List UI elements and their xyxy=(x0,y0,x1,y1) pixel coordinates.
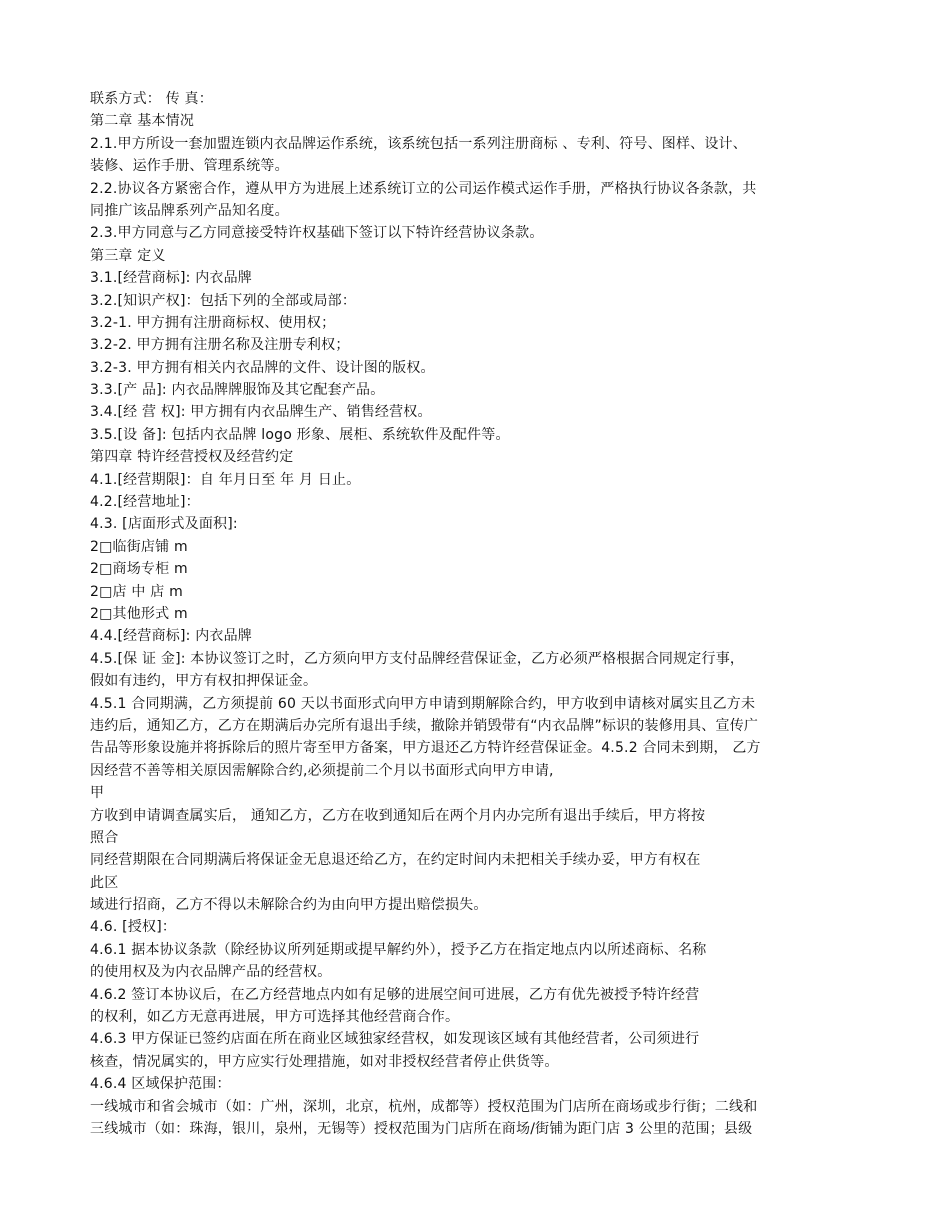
document-line: 3.2-2. 甲方拥有注册名称及注册专利权； xyxy=(90,337,350,354)
document-line: 2□其他形式 m xyxy=(90,605,188,622)
document-line: 三线城市（如：珠海，银川，泉州，无锡等）授权范围为门店所在商场/街铺为距门店 3 公里的范围；县级 xyxy=(90,1120,753,1137)
document-line: 4.4.[经营商标]: 内衣品牌 xyxy=(90,628,253,645)
document-line: 2.2.协议各方紧密合作，遵从甲方为进展上述系统订立的公司运作模式运作手册，严格执行协议各条款，共 xyxy=(90,180,757,197)
document-line: 4.5.1 合同期满，乙方须提前 60 天以书面形式向甲方申请到期解除合约，甲方收到申请核对属实且乙方未 xyxy=(90,695,756,712)
document-line: 3.2-3. 甲方拥有相关内衣品牌的文件、设计图的版权。 xyxy=(90,359,435,376)
document-line: 4.6.4 区域保护范围： xyxy=(90,1076,231,1093)
document-line: 一线城市和省会城市（如：广州，深圳，北京，杭州，成都等）授权范围为门店所在商场或步行街；二线和 xyxy=(90,1098,758,1115)
document-line: 假如有违约，甲方有权扣押保证金。 xyxy=(90,673,318,690)
document-line: 告品等形象设施并将拆除后的照片寄至甲方备案，甲方退还乙方特许经营保证金。4.5.2 合同未到期， 乙方 xyxy=(90,740,761,757)
document-line: 第四章 特许经营授权及经营约定 xyxy=(90,449,294,466)
document-line: 此区 xyxy=(90,874,119,891)
document-body xyxy=(90,88,865,1140)
document-line: 甲 xyxy=(90,785,105,802)
document-line: 照合 xyxy=(90,829,119,846)
document-line: 3.1.[经营商标]: 内衣品牌 xyxy=(90,270,253,287)
document-line: 核查，情况属实的，甲方应实行处理措施，如对非授权经营者停止供货等。 xyxy=(90,1053,559,1070)
document-line: 4.3. [店面形式及面积]: xyxy=(90,516,238,533)
document-line: 4.5.[保 证 金]: 本协议签订之时，乙方须向甲方支付品牌经营保证金，乙方必须严格根据合同规定行事， xyxy=(90,650,745,667)
document-line: 4.1.[经营期限]：自 年月日至 年 月 日止。 xyxy=(90,471,361,488)
document-line: 4.6. [授权]： xyxy=(90,919,177,936)
document-line: 4.6.3 甲方保证已签约店面在所在商业区域独家经营权，如发现该区域有其他经营者，公司须进行 xyxy=(90,1031,700,1048)
document-line: 2□店 中 店 m xyxy=(90,583,183,600)
document-line: 第三章 定义 xyxy=(90,247,166,264)
document-line: 3.5.[设 备]: 包括内衣品牌 logo 形象、展柜、系统软件及配件等。 xyxy=(90,426,510,443)
document-line: 第二章 基本情况 xyxy=(90,113,195,130)
document-line: 联系方式： 传 真： xyxy=(90,91,213,107)
document-line: 因经营不善等相关原因需解除合约,必须提前二个月以书面形式向甲方申请, xyxy=(90,762,554,779)
document-line: 3.2.[知识产权]：包括下列的全部或局部： xyxy=(90,292,357,309)
document-line: 方收到申请调查属实后， 通知乙方，乙方在收到通知后在两个月内办完所有退出手续后，甲方将按 xyxy=(90,807,706,824)
document-line: 2□临街店铺 m xyxy=(90,538,188,555)
document-line: 同推广该品牌系列产品知名度。 xyxy=(90,202,289,219)
document-line: 4.6.1 据本协议条款（除经协议所列延期或提早解约外），授予乙方在指定地点内以所述商标、名称 xyxy=(90,941,707,958)
document-line: 4.6.2 签订本协议后，在乙方经营地点内如有足够的进展空间可进展，乙方有优先被授予特许经营 xyxy=(90,986,700,1003)
document-line: 3.4.[经 营 权]: 甲方拥有内衣品牌生产、销售经营权。 xyxy=(90,404,432,421)
document-line: 的权利，如乙方无意再进展，甲方可选择其他经营商合作。 xyxy=(90,1009,460,1026)
document-line: 装修、运作手册、管理系统等。 xyxy=(90,158,289,175)
document-line: 3.2-1. 甲方拥有注册商标权、使用权； xyxy=(90,314,336,331)
document-line: 3.3.[产 品]: 内衣品牌牌服饰及其它配套产品。 xyxy=(90,382,385,399)
document-line: 2□商场专柜 m xyxy=(90,561,188,578)
document-line: 域进行招商，乙方不得以未解除合约为由向甲方提出赔偿损失。 xyxy=(90,897,488,914)
document-line: 2.1.甲方所设一套加盟连锁内衣品牌运作系统，该系统包括一系列注册商标 、专利、符号、图样、设计、 xyxy=(90,135,747,152)
document-line: 同经营期限在合同期满后将保证金无息退还给乙方，在约定时间内未把相关手续办妥，甲方有权在 xyxy=(90,852,701,869)
document-line: 4.2.[经营地址]： xyxy=(90,494,200,511)
document-line: 违约后，通知乙方，乙方在期满后办完所有退出手续，撤除并销毁带有“内衣品牌”标识的装修用具、宣传广 xyxy=(90,717,759,734)
document-line: 的使用权及为内衣品牌产品的经营权。 xyxy=(90,964,332,981)
document-line: 2.3.甲方同意与乙方同意接受特许权基础下签订以下特许经营协议条款。 xyxy=(90,225,544,242)
